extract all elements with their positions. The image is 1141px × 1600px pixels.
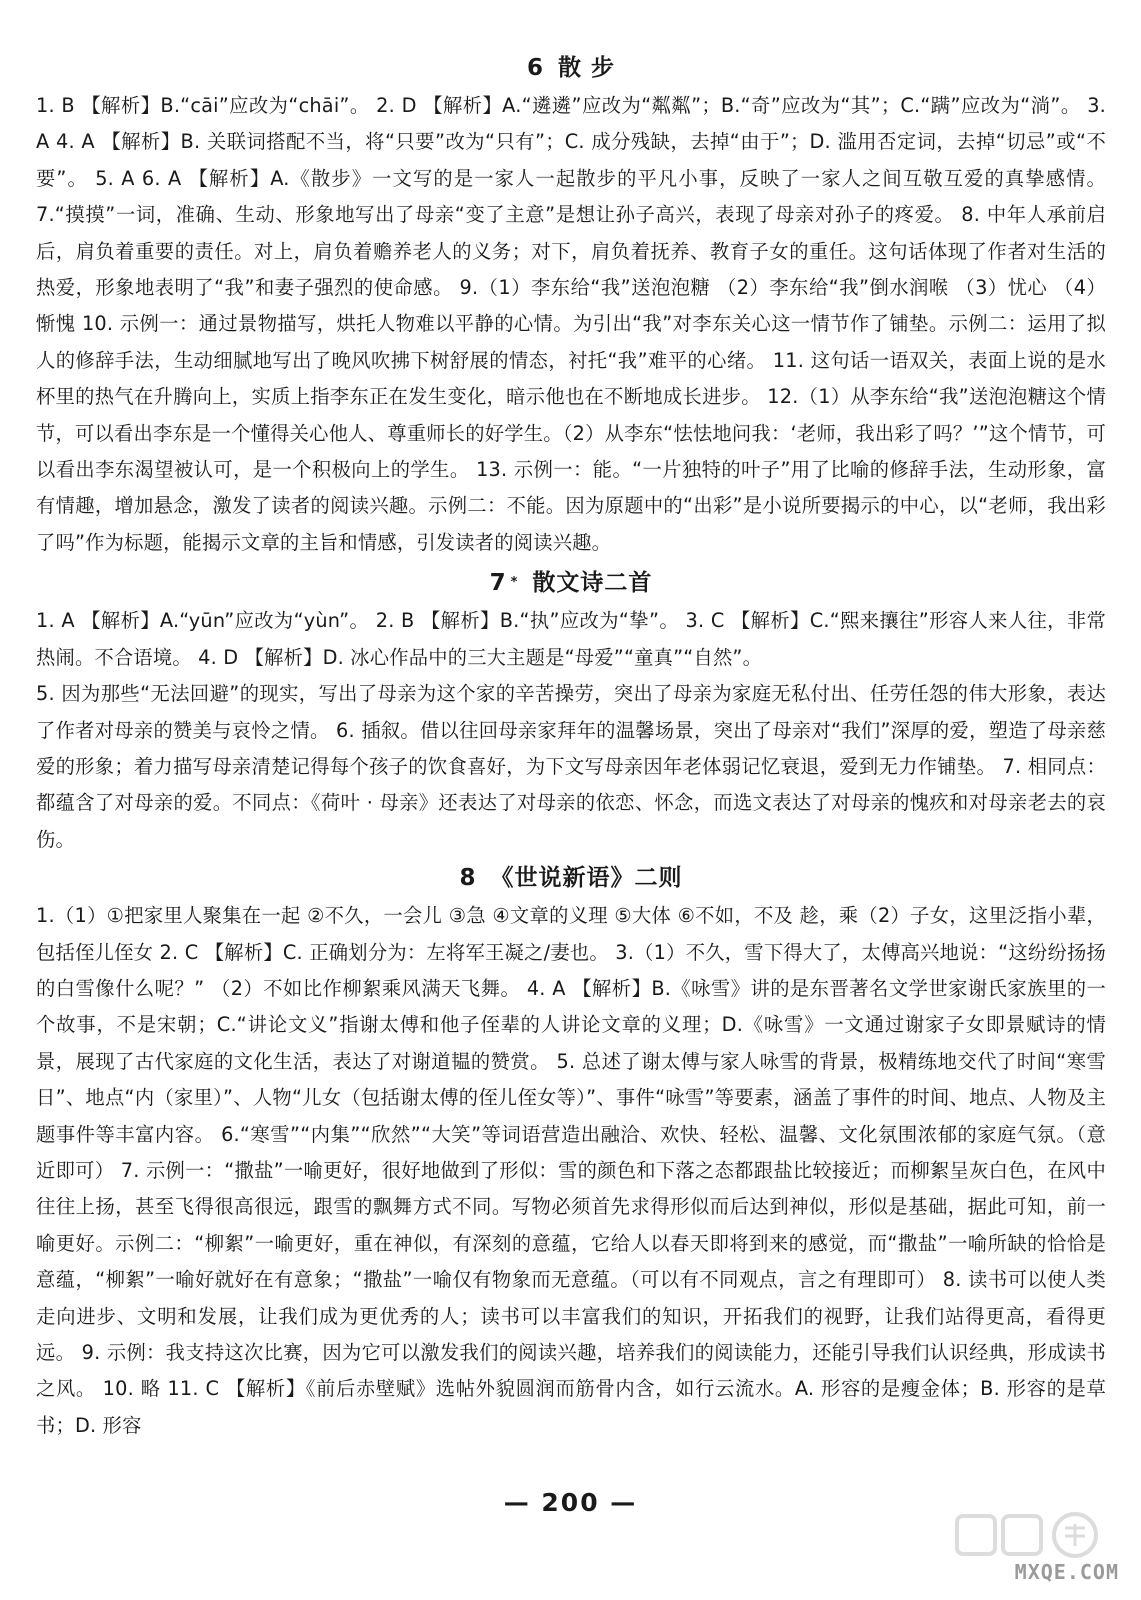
section-heading: 《世说新语》二则 xyxy=(490,865,683,892)
section-heading: 散文诗二首 xyxy=(532,570,653,597)
answer-page xyxy=(36,48,1106,1444)
section-title xyxy=(36,858,1106,898)
page-number: — 200 — xyxy=(503,1488,638,1517)
section-number: 8 xyxy=(459,865,477,892)
answer-paragraph: 5. 因为那些“无法回避”的现实，写出了母亲为这个家的辛苦操劳，突出了母亲为家庭无私付出、任劳任怨的伟大形象，表达了作者对母亲的赞美与哀怜之情。 6. 插叙。借以往回母亲家拜年的温馨场景，突出了母亲对“我们”深厚的爱，塑造了母亲慈爱的形象；着力描写母亲清楚记得每个孩子的饮食喜好，为下文写母亲因年老体弱记忆衰退，爱到无力作铺垫。 7. 相同点：都蕴含了对母亲的爱。不同点：《荷叶 · 母亲》还表达了对母亲的依恋、怀念，而选文表达了对母亲的愧疚和对母亲老去的哀伤。 xyxy=(36,682,1106,851)
answer-paragraph: 1. B 【解析】B.“cāi”应改为“chāi”。 2. D 【解析】A.“遴遴”应改为“粼粼”；B.“奇”应改为“其”；C.“蹒”应改为“淌”。 3. A 4. A 【解析】B. 关联词搭配不当，将“只要”改为“只有”；C. 成分残缺，去掉“由于”；D. 滥用否定词，去掉“切忌”或“不要”。 5. A 6. A 【解析】A.《散步》一文写的是一家人一起散步的平凡小事，反映了一家人之间互敬互爱的真挚感情。 7.“摸摸”一词，准确、生动、形象地写出了母亲“变了主意”是想让孙子高兴，表现了母亲对孙子的疼爱。 8. 中年人承前启后，肩负着重要的责任。对上，肩负着赡养老人的义务；对下，肩负着抚养、教育子女的重任。这句话体现了作者对生活的热爱，形象地表明了“我”和妻子强烈的使命感。 9.（1）李东给“我”送泡泡糖 （2）李东给“我”倒水润喉 （3）忧心 （4）惭愧 10. 示例一：通过景物描写，烘托人物难以平静的心情。为引出“我”对李东关心这一情节作了铺垫。示例二：运用了拟人的修辞手法，生动细腻地写出了晚风吹拂下树舒展的情态，衬托“我”难平的心绪。 11. 这句话一语双关，表面上说的是水杯里的热气在升腾向上，实质上指李东正在发生变化，暗示他也在不断地成长进步。 12.（1）从李东给“我”送泡泡糖这个情节，可以看出李东是一个懂得关心他人、尊重师长的好学生。（2）从李东“怯怯地问我：‘老师，我出彩了吗？’”这个情节，可以看出李东渴望被认可，是一个积极向上的学生。 13. 示例一：能。“一片独特的叶子”用了比喻的修辞手法，生动形象，富有情趣，增加悬念，激发了读者的阅读兴趣。示例二：不能。因为原题中的“出彩”是小说所要揭示的中心，以“老师，我出彩了吗”作为标题，能揭示文章的主旨和情感，引发读者的阅读兴趣。 xyxy=(36,94,1106,554)
section-number: 7 xyxy=(489,570,507,597)
section-body xyxy=(36,603,1106,858)
optional-mark: * xyxy=(510,575,519,591)
section-heading: 散 步 xyxy=(558,55,616,81)
section-title xyxy=(36,48,1106,88)
watermark-text: MXQE.COM xyxy=(1014,1560,1119,1584)
section-title xyxy=(36,563,1106,603)
answer-paragraph: 1. A 【解析】A.“yūn”应改为“yùn”。 2. B 【解析】B.“执”应改为“挚”。 3. C 【解析】C.“熙来攘往”形容人来人往，非常热闹。不合语境。 4. D 【解析】D. 冰心作品中的三大主题是“母爱”“童真”“自然”。 xyxy=(36,609,1106,669)
section-number: 6 xyxy=(526,55,544,81)
section-body xyxy=(36,88,1106,561)
section-body xyxy=(36,898,1106,1444)
answer-paragraph: 1.（1）①把家里人聚集在一起 ②不久，一会儿 ③急 ④文章的义理 ⑤大体 ⑥不如，不及 趁，乘（2）子女，这里泛指小辈，包括侄儿侄女 2. C 【解析】C. 正确划分为：左将军王凝之/妻也。 3.（1）不久，雪下得大了，太傅高兴地说：“这纷纷扬扬的白雪像什么呢？” （2）不如比作柳絮乘风满天飞舞。 4. A 【解析】B.《咏雪》讲的是东晋著名文学世家谢氏家族里的一个故事，不是宋朝；C.“讲论文义”指谢太傅和他子侄辈的人讲论文章的义理；D.《咏雪》一文通过谢家子女即景赋诗的情景，展现了古代家庭的文化生活，表达了对谢道韫的赞赏。 5. 总述了谢太傅与家人咏雪的背景，极精练地交代了时间“寒雪日”、地点“内（家里）”、人物“儿女（包括谢太傅的侄儿侄女等）”、事件“咏雪”等要素，涵盖了事件的时间、地点、人物及主题事件等丰富内容。 6.“寒雪”“内集”“欣然”“大笑”等词语营造出融洽、欢快、轻松、温馨、文化氛围浓郁的家庭气氛。（意近即可） 7. 示例一：“撒盐”一喻更好，很好地做到了形似：雪的颜色和下落之态都跟盐比较接近；而柳絮呈灰白色，在风中往往上扬，甚至飞得很高很远，跟雪的飘舞方式不同。写物必须首先求得形似而后达到神似，形似是基础，据此可知，前一喻更好。示例二：“柳絮”一喻更好，重在神似，有深刻的意蕴，它给人以春天即将到来的感觉，而“撒盐”一喻所缺的恰恰是意蕴，“柳絮”一喻好就好在有意象；“撒盐”一喻仅有物象而无意蕴。（可以有不同观点，言之有理即可） 8. 读书可以使人类走向进步、文明和发展，让我们成为更优秀的人；读书可以丰富我们的知识，开拓我们的视野，让我们站得更高，看得更远。 9. 示例：我支持这次比赛，因为它可以激发我们的阅读兴趣，培养我们的阅读能力，还能引导我们认识经典，形成读书之风。 10. 略 11. C 【解析】《前后赤壁赋》选帖外貌圆润而筋骨内含，如行云流水。A. 形容的是瘦金体；B. 形容的是草书；D. 形容 xyxy=(36,904,1106,1437)
